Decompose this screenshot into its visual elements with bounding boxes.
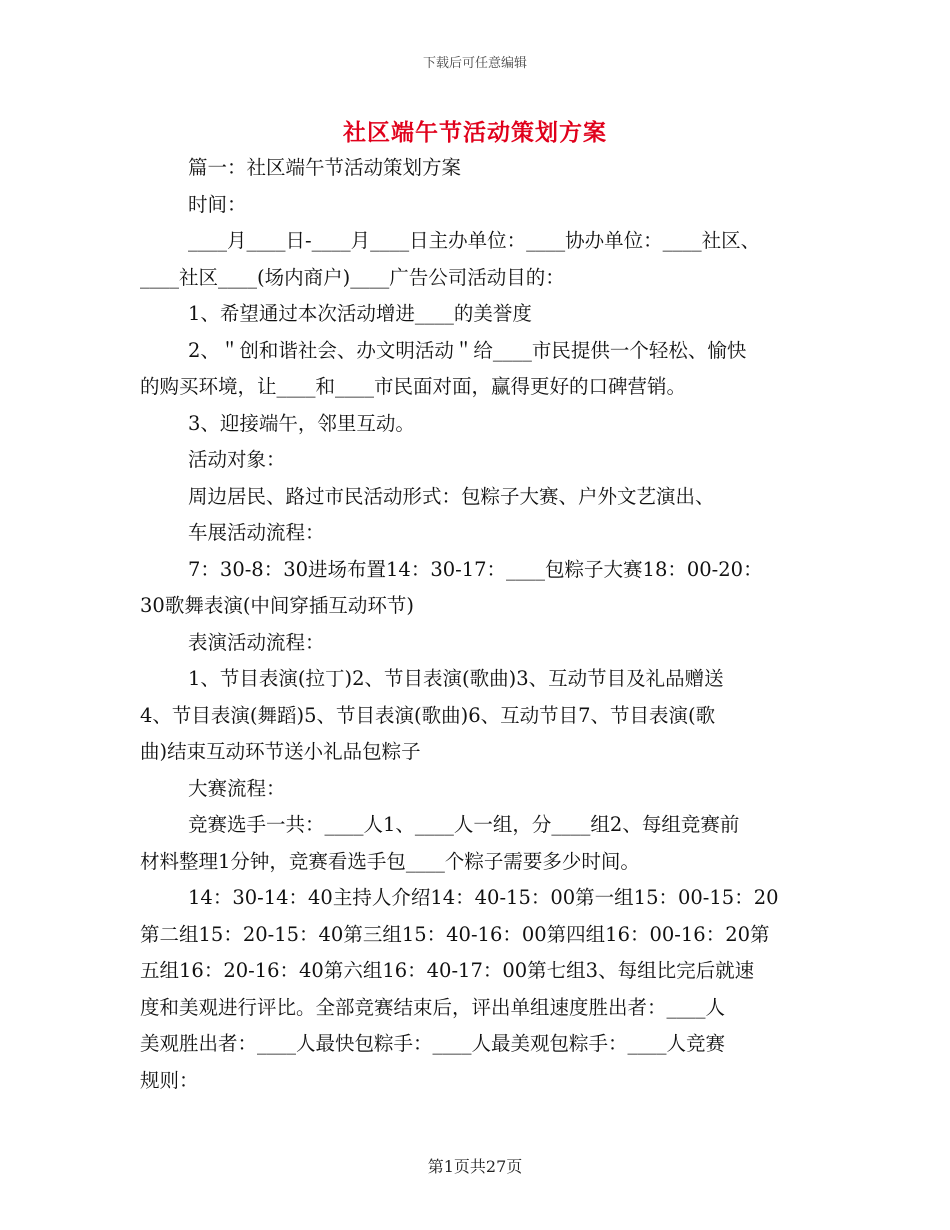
document-body	[140, 150, 810, 1099]
header-note: 下载后可任意编辑	[422, 56, 527, 71]
page-footer: 第1页共27页	[427, 1157, 523, 1176]
text-line: 的购买环境，让____和____市民面对面，赢得更好的口碑营销。	[140, 375, 687, 398]
text-line: 时间：	[188, 192, 247, 216]
text-line: 7：30-8：30进场布置14：30-17：____包粽子大赛18：00-20：	[188, 557, 763, 581]
text-line: 2、＂创和谐社会、办文明活动＂给____市民提供一个轻松、愉快	[188, 338, 747, 362]
text-line: 14：30-14：40主持人介绍14：40-15：00第一组15：00-15：20	[188, 886, 779, 909]
text-line: 五组16：20-16：40第六组16：40-17：00第七组3、每组比完后就速	[140, 959, 755, 982]
text-line: 3、迎接端午，邻里互动。	[188, 411, 415, 435]
text-line: 材料整理1分钟，竞赛看选手包____个粽子需要多少时间。	[140, 849, 640, 873]
text-line: 活动对象：	[188, 448, 286, 471]
text-line: 篇一：社区端午节活动策划方案	[188, 156, 462, 179]
text-line: 竞赛选手一共：____人1、____人一组，分____组2、每组竞赛前	[188, 813, 740, 836]
text-line: 第二组15：20-15：40第三组15：40-16：00第四组16：00-16：20第	[140, 922, 770, 946]
text-line: 大赛流程：	[188, 776, 286, 800]
text-line: ____月____日-____月____日主办单位：____协办单位：____社区、	[188, 229, 761, 252]
text-line: 30歌舞表演(中间穿插互动环节)	[140, 594, 415, 617]
text-line: 1、节目表演(拉丁)2、节目表演(歌曲)3、互动节目及礼品赠送	[188, 667, 724, 690]
text-line: 表演活动流程：	[188, 630, 325, 654]
text-line: 度和美观进行评比。全部竞赛结束后，评出单组速度胜出者：____人	[140, 995, 726, 1019]
text-line: 周边居民、路过市民活动形式：包粽子大赛、户外文艺演出、	[188, 484, 715, 508]
document-title: 社区端午节活动策划方案	[343, 119, 607, 146]
text-line: 美观胜出者：____人最快包粽手：____人最美观包粽手：____人竞赛	[140, 1032, 726, 1055]
text-line: 曲)结束互动环节送小礼品包粽子	[140, 740, 421, 763]
text-line: 车展活动流程：	[188, 521, 325, 544]
text-line: ____社区____(场内商户)____广告公司活动目的：	[140, 265, 565, 289]
text-line: 规则：	[140, 1068, 199, 1092]
text-line: 1、希望通过本次活动增进____的美誉度	[188, 302, 532, 325]
text-line: 4、节目表演(舞蹈)5、节目表演(歌曲)6、互动节目7、节目表演(歌	[140, 703, 716, 727]
